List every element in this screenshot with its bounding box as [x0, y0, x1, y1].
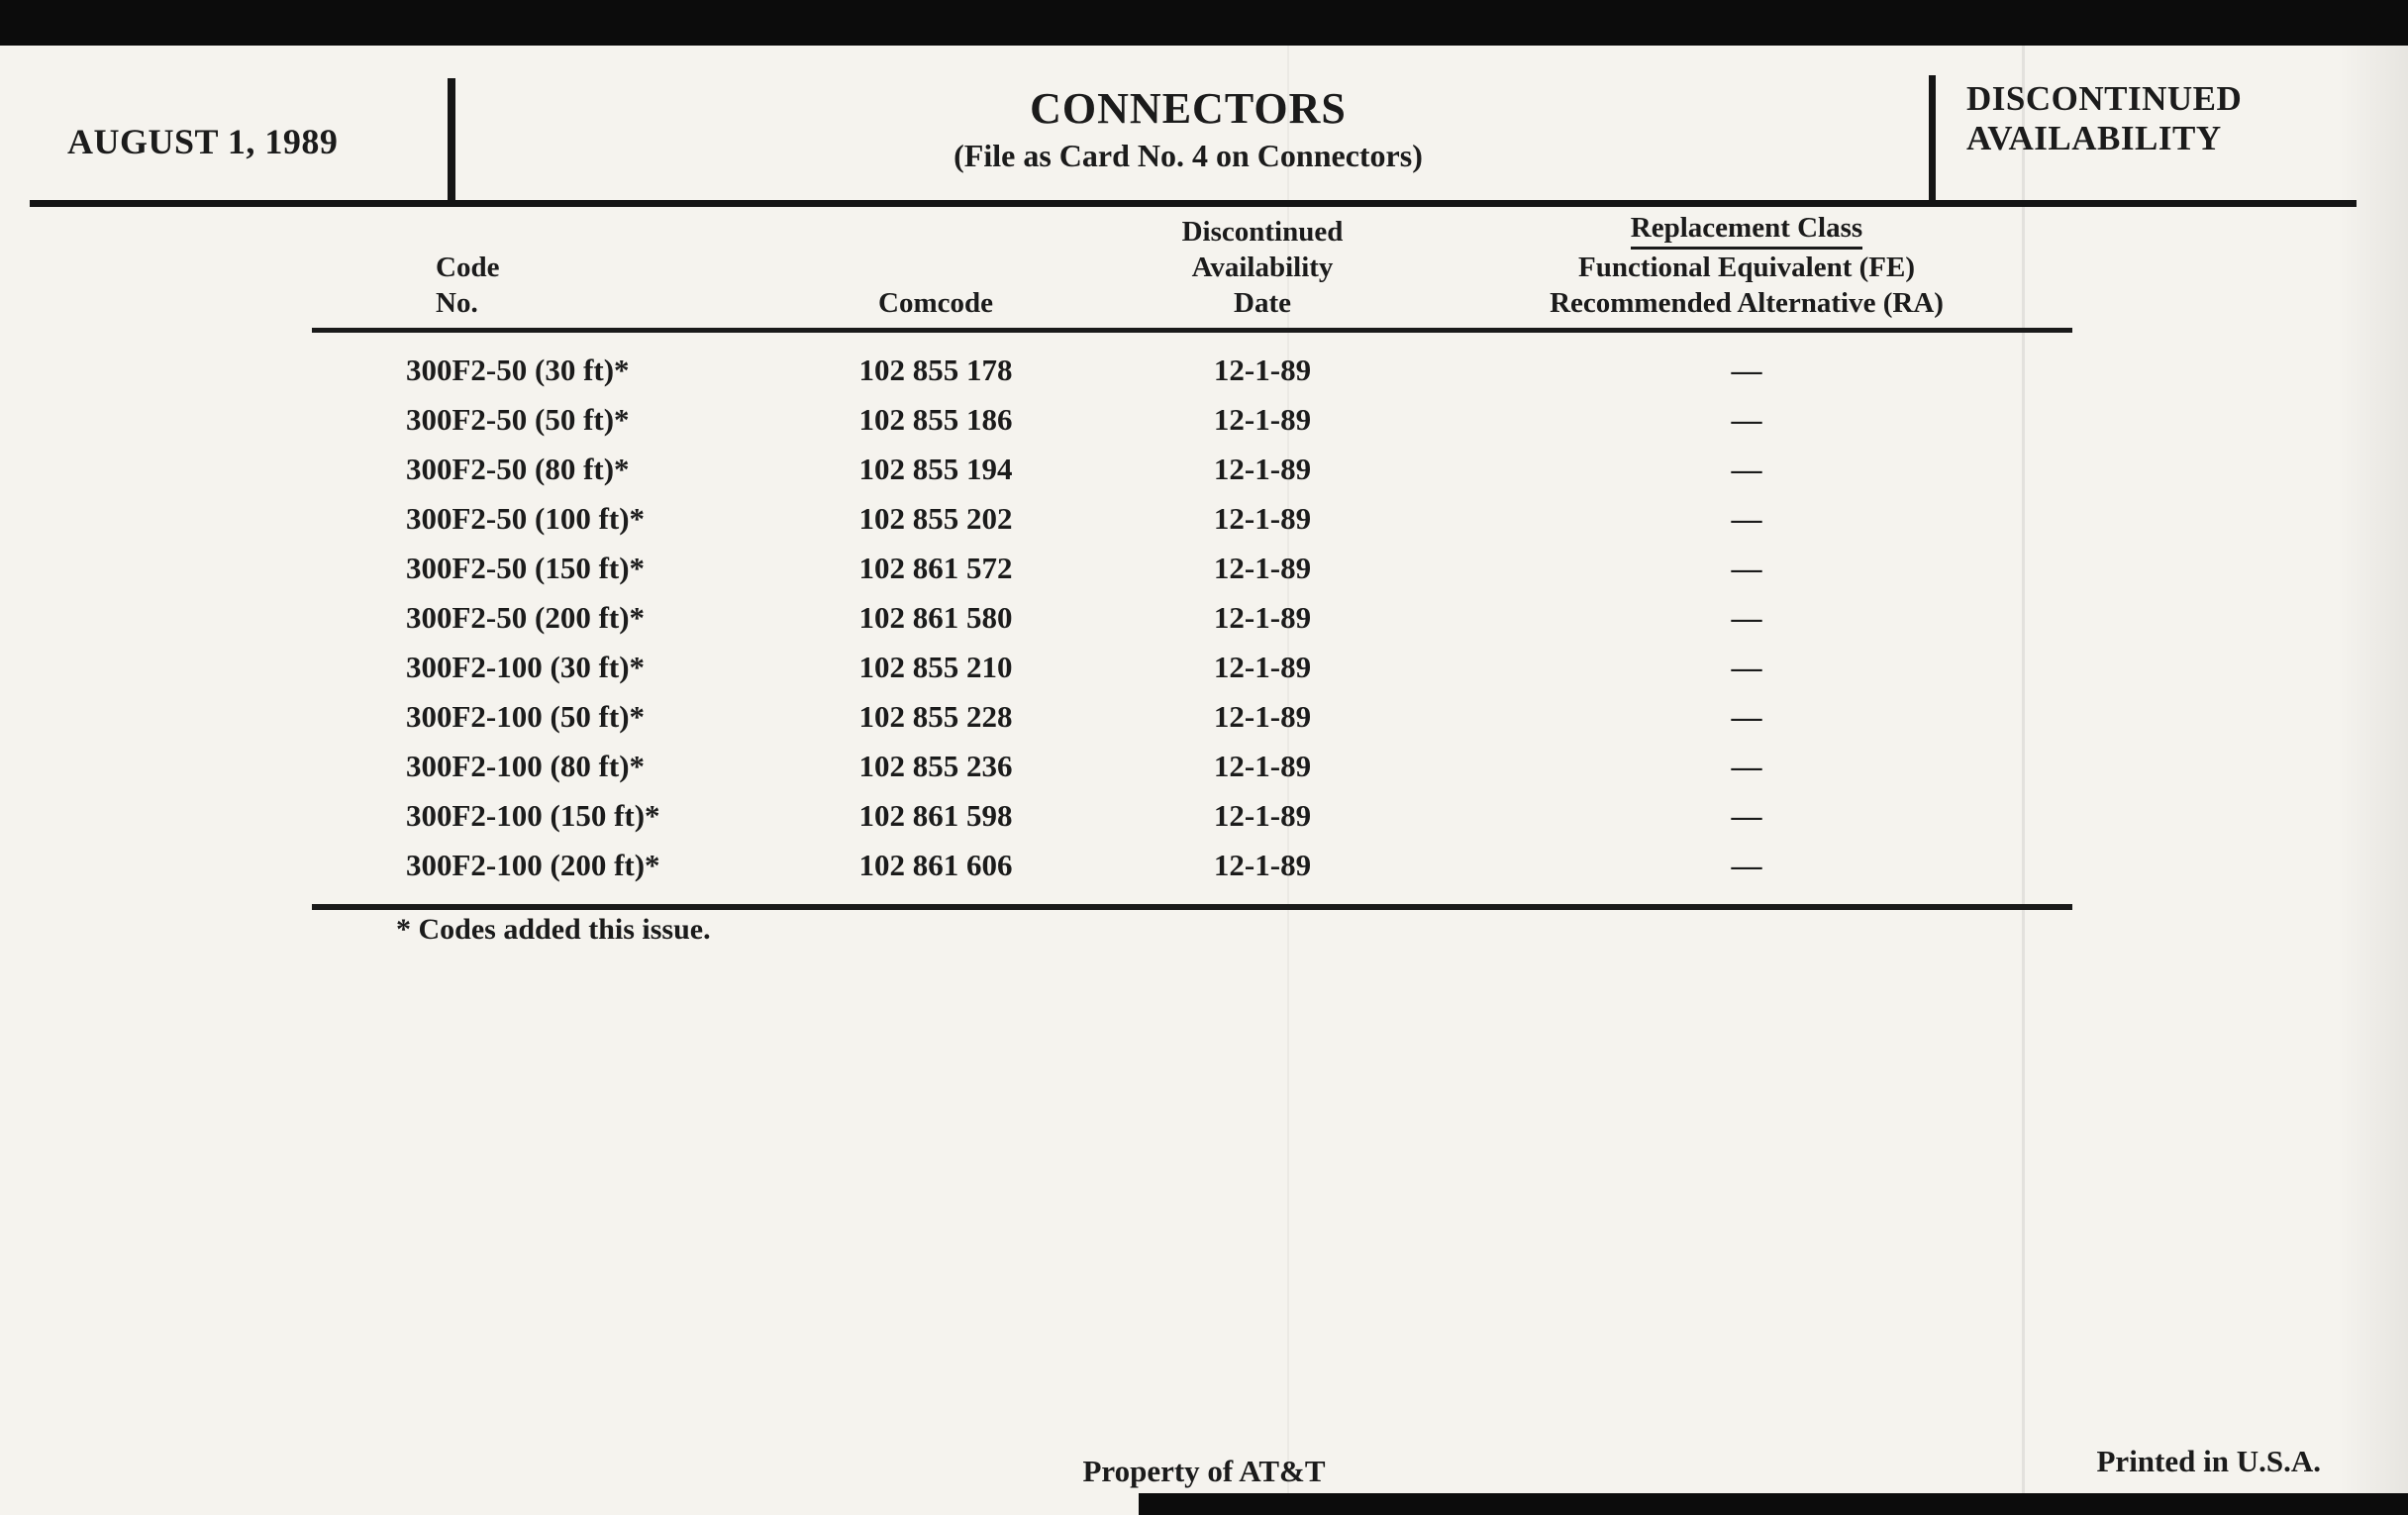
avail-date-cell: 12-1-89 — [1213, 699, 1312, 734]
avail-date-cell: 12-1-89 — [1213, 600, 1312, 635]
replacement-cell: — — [1731, 353, 1762, 387]
comcode-cell: 102 861 606 — [858, 848, 1013, 882]
avail-date-cell: 12-1-89 — [1213, 501, 1312, 536]
header-divider-right — [1929, 75, 1936, 200]
table-row — [312, 494, 2072, 544]
avail-date-cell: 12-1-89 — [1213, 551, 1312, 585]
table-bottom-rule — [312, 904, 2072, 910]
col-header-replacement — [1421, 210, 2072, 331]
replacement-cell: — — [1731, 501, 1762, 536]
col-header-replacement-line1 — [1421, 210, 2072, 250]
header-center-block — [752, 85, 1624, 175]
avail-date-cell: 12-1-89 — [1213, 402, 1312, 437]
avail-date-cell: 12-1-89 — [1213, 650, 1312, 684]
table-row — [312, 791, 2072, 841]
comcode-cell: 102 855 194 — [858, 452, 1013, 486]
comcode-cell: 102 855 236 — [858, 749, 1013, 783]
col-header-code-no — [312, 210, 767, 331]
scan-edge-shadow — [2339, 46, 2408, 1515]
code-no-cell: 300F2-100 (150 ft)* — [406, 798, 660, 833]
col-header-date-line2: Availability — [1191, 252, 1334, 283]
table-row — [312, 445, 2072, 494]
replacement-cell: — — [1731, 600, 1762, 635]
footnote: * Codes added this issue. — [396, 913, 711, 946]
replacement-class-label: Replacement Class — [1631, 210, 1862, 250]
col-header-code-line2: No. — [436, 287, 478, 319]
code-no-cell: 300F2-50 (100 ft)* — [406, 501, 646, 536]
comcode-cell: 102 855 228 — [858, 699, 1013, 734]
col-header-date-line3: Date — [1234, 287, 1291, 319]
comcode-cell: 102 855 178 — [858, 353, 1013, 387]
replacement-cell: — — [1731, 798, 1762, 833]
table-body — [312, 331, 2072, 905]
col-header-date — [1104, 210, 1421, 331]
code-no-cell: 300F2-100 (200 ft)* — [406, 848, 660, 882]
card-category-line1: DISCONTINUED — [1966, 79, 2243, 118]
code-no-cell: 300F2-100 (30 ft)* — [406, 650, 646, 684]
code-no-cell: 300F2-50 (150 ft)* — [406, 551, 646, 585]
comcode-cell: 102 861 598 — [858, 798, 1013, 833]
col-header-comcode-label: Comcode — [878, 287, 993, 319]
page-subtitle: (File as Card No. 4 on Connectors) — [953, 138, 1423, 174]
property-notice: Property of AT&T — [1082, 1454, 1326, 1488]
header-rule — [30, 200, 2357, 207]
replacement-cell: — — [1731, 402, 1762, 437]
comcode-cell: 102 855 210 — [858, 650, 1013, 684]
col-header-comcode — [767, 210, 1104, 331]
table-header — [312, 210, 2072, 331]
table-row — [312, 742, 2072, 791]
comcode-cell: 102 861 580 — [858, 600, 1013, 635]
table-row — [312, 544, 2072, 593]
col-header-replacement-line2: Functional Equivalent (FE) — [1578, 252, 1915, 283]
comcode-cell: 102 855 186 — [858, 402, 1013, 437]
table-row — [312, 331, 2072, 396]
issue-date: AUGUST 1, 1989 — [67, 122, 339, 161]
avail-date-cell: 12-1-89 — [1213, 353, 1312, 387]
avail-date-cell: 12-1-89 — [1213, 848, 1312, 882]
header-divider-left — [448, 78, 455, 203]
avail-date-cell: 12-1-89 — [1213, 749, 1312, 783]
replacement-cell: — — [1731, 699, 1762, 734]
col-header-replacement-line3: Recommended Alternative (RA) — [1550, 287, 1944, 319]
table-row — [312, 643, 2072, 692]
replacement-cell: — — [1731, 848, 1762, 882]
card-category-line2: AVAILABILITY — [1966, 119, 2222, 157]
table-row — [312, 692, 2072, 742]
replacement-cell: — — [1731, 551, 1762, 585]
replacement-cell: — — [1731, 749, 1762, 783]
table-row — [312, 841, 2072, 904]
comcode-cell: 102 861 572 — [858, 551, 1013, 585]
replacement-cell: — — [1731, 452, 1762, 486]
col-header-date-line1: Discontinued — [1181, 216, 1344, 248]
col-header-code-line1: Code — [436, 252, 500, 283]
replacement-cell: — — [1731, 650, 1762, 684]
scan-edge-bar-top — [0, 0, 2408, 46]
card-category — [1966, 79, 2242, 158]
printed-in-notice: Printed in U.S.A. — [2096, 1444, 2321, 1478]
page-title: CONNECTORS — [1030, 84, 1347, 133]
code-no-cell: 300F2-50 (50 ft)* — [406, 402, 630, 437]
comcode-cell: 102 855 202 — [858, 501, 1013, 536]
avail-date-cell: 12-1-89 — [1213, 452, 1312, 486]
code-no-cell: 300F2-100 (80 ft)* — [406, 749, 646, 783]
code-no-cell: 300F2-100 (50 ft)* — [406, 699, 646, 734]
code-no-cell: 300F2-50 (80 ft)* — [406, 452, 630, 486]
table-row — [312, 593, 2072, 643]
availability-table — [312, 210, 2072, 904]
code-no-cell: 300F2-50 (200 ft)* — [406, 600, 646, 635]
code-no-cell: 300F2-50 (30 ft)* — [406, 353, 630, 387]
scan-edge-bar-bottom — [1139, 1493, 2408, 1515]
table-row — [312, 395, 2072, 445]
avail-date-cell: 12-1-89 — [1213, 798, 1312, 833]
availability-table-wrap — [312, 210, 2072, 910]
